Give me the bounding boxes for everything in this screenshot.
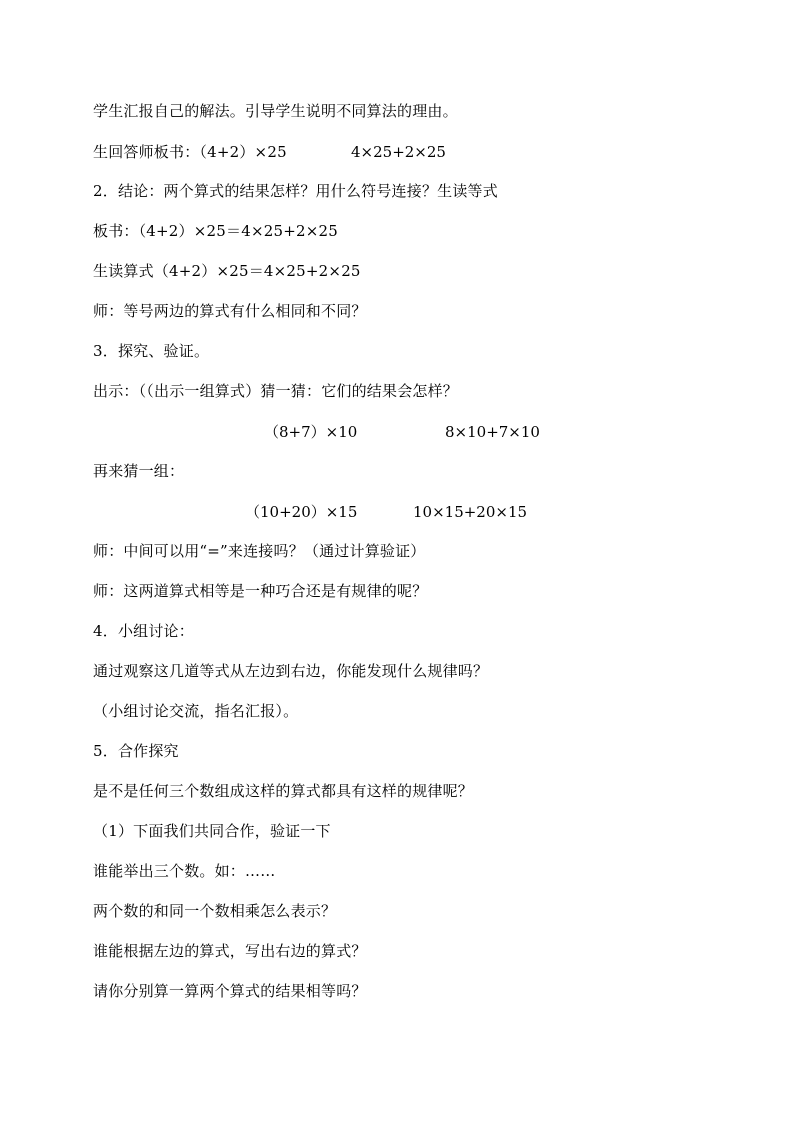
expression: （8+7）×10 <box>264 423 358 441</box>
text-line: 4．小组讨论： <box>93 622 194 640</box>
text-line: 2．结论：两个算式的结果怎样？用什么符号连接？生读等式 <box>93 182 498 200</box>
text-line: 通过观察这几道等式从左边到右边，你能发现什么规律吗？ <box>93 662 489 680</box>
text-line: 谁能根据左边的算式，写出右边的算式？ <box>93 942 367 960</box>
expression: 4×25+2×25 <box>351 143 446 161</box>
text-line: 板书：（4+2）×25＝4×25+2×25 <box>93 222 338 240</box>
text-line: 请你分别算一算两个算式的结果相等吗？ <box>93 982 367 1000</box>
text-line: 5．合作探究 <box>93 742 179 760</box>
text-line: 生回答师板书：（4+2）×25 <box>93 143 287 161</box>
text-line: 3．探究、验证。 <box>93 342 210 360</box>
expression: 8×10+7×10 <box>445 423 540 441</box>
text-line: （小组讨论交流，指名汇报）。 <box>93 702 299 720</box>
text-line: 生读算式（4+2）×25＝4×25+2×25 <box>93 262 361 280</box>
text-line: 师：中间可以用“=”来连接吗？（通过计算验证） <box>93 542 426 560</box>
text-line: 再来猜一组： <box>93 462 185 480</box>
text-line: 学生汇报自己的解法。引导学生说明不同算法的理由。 <box>93 102 458 120</box>
expression: 10×15+20×15 <box>413 503 528 521</box>
text-line: 师：等号两边的算式有什么相同和不同？ <box>93 302 367 320</box>
text-line: 出示：（（出示一组算式）猜一猜：它们的结果会怎样？ <box>93 382 459 400</box>
text-line: 两个数的和同一个数相乘怎么表示？ <box>93 902 337 920</box>
text-line: 师：这两道算式相等是一种巧合还是有规律的呢？ <box>93 582 428 600</box>
text-line: 是不是任何三个数组成这样的算式都具有这样的规律呢？ <box>93 782 474 800</box>
expression: （10+20）×15 <box>245 503 358 521</box>
text-line: （1）下面我们共同合作，验证一下 <box>93 822 331 840</box>
text-line: 谁能举出三个数。如：…… <box>93 862 276 880</box>
